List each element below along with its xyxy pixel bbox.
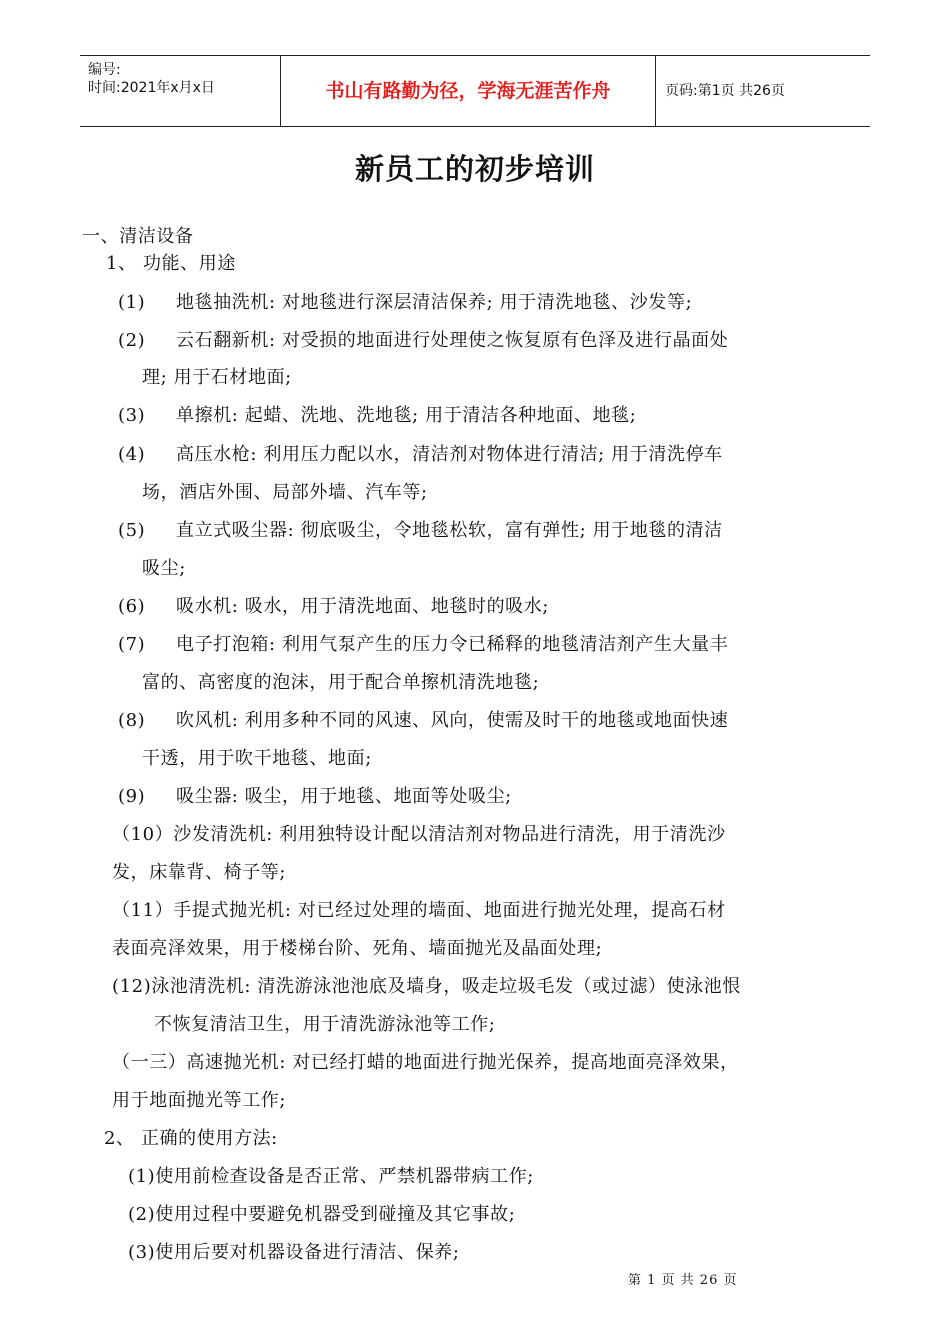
list-item xyxy=(118,516,723,542)
item-continuation: 理; 用于石材地面; xyxy=(142,367,292,388)
header-divider xyxy=(655,56,656,126)
header-divider xyxy=(280,56,281,126)
list-item: （11）手提式抛光机: 对已经过处理的墙面、地面进行抛光处理，提高石材 xyxy=(112,900,726,921)
page-footer: 第 1 页 共 26 页 xyxy=(628,1273,738,1288)
list-item xyxy=(118,440,723,466)
page-header xyxy=(80,55,870,127)
item-number: (3) xyxy=(118,405,146,426)
list-item: (2)使用过程中要避免机器受到碰撞及其它事故; xyxy=(128,1204,516,1225)
list-item xyxy=(118,326,728,352)
item-text: 电子打泡箱: 利用气泵产生的压力令已稀释的地毯清洁剂产生大量丰 xyxy=(176,634,729,655)
list-item: （10）沙发清洗机: 利用独特设计配以清洁剂对物品进行清洗，用于清洗沙 xyxy=(112,824,726,845)
list-item xyxy=(118,706,728,732)
list-item xyxy=(118,401,636,427)
list-item xyxy=(118,630,728,656)
item-number: (6) xyxy=(118,596,146,617)
list-item xyxy=(118,782,512,808)
document-time-label: 时间:2021年x月x日 xyxy=(88,80,215,96)
list-item: (1)使用前检查设备是否正常、严禁机器带病工作; xyxy=(128,1166,534,1187)
item-text: 直立式吸尘器: 彻底吸尘，令地毯松软，富有弹性; 用于地毯的清洁 xyxy=(176,520,723,541)
item-number: (8) xyxy=(118,710,146,731)
document-title: 新员工的初步培训 xyxy=(354,152,595,186)
item-number: (9) xyxy=(118,786,146,807)
item-text: 吸尘器: 吸尘，用于地毯、地面等处吸尘; xyxy=(176,786,512,807)
document-number-label: 编号: xyxy=(88,62,121,78)
list-item: (3)使用后要对机器设备进行清洁、保养; xyxy=(128,1242,460,1263)
item-number: (7) xyxy=(118,634,146,655)
list-item: (12)泳池清洗机: 清洗游泳池池底及墙身，吸走垃圾毛发（或过滤）使泳池恨 xyxy=(112,976,741,997)
list-item xyxy=(118,288,692,314)
header-motto: 书山有路勤为径，学海无涯苦作舟 xyxy=(325,80,611,102)
item-text: 吹风机: 利用多种不同的风速、风向，使需及时干的地毯或地面快速 xyxy=(176,710,729,731)
item-continuation: 表面亮泽效果，用于楼梯台阶、死角、墙面抛光及晶面处理; xyxy=(112,938,603,959)
item-text: 地毯抽洗机: 对地毯进行深层清洁保养; 用于清洗地毯、沙发等; xyxy=(176,292,693,313)
item-number: (4) xyxy=(118,444,146,465)
item-continuation: 干透，用于吹干地毯、地面; xyxy=(142,748,372,769)
subsection-heading: 1、 功能、用途 xyxy=(106,253,236,274)
item-continuation: 富的、高密度的泡沫，用于配合单擦机清洗地毯; xyxy=(142,672,540,693)
header-meta xyxy=(88,61,215,97)
item-number: (1) xyxy=(118,292,146,313)
subsection-heading: 2、 正确的使用方法: xyxy=(104,1128,278,1149)
item-text: 单擦机: 起蜡、洗地、洗地毯; 用于清洁各种地面、地毯; xyxy=(176,405,637,426)
item-number: (5) xyxy=(118,520,146,541)
list-item xyxy=(118,592,549,618)
item-continuation: 吸尘; xyxy=(142,558,186,579)
item-continuation: 发，床靠背、椅子等; xyxy=(112,862,287,883)
section-heading: 一、清洁设备 xyxy=(82,226,194,247)
item-number: (2) xyxy=(118,330,146,351)
list-item: （一三）高速抛光机: 对已经打蜡的地面进行抛光保养，提高地面亮泽效果， xyxy=(112,1052,739,1073)
item-continuation: 场，酒店外围、局部外墙、汽车等; xyxy=(142,482,428,503)
item-continuation: 不恢复清洁卫生，用于清洗游泳池等工作; xyxy=(154,1014,496,1035)
item-text: 高压水枪: 利用压力配以水，清洁剂对物体进行清洁; 用于清洗停车 xyxy=(176,444,723,465)
item-text: 云石翻新机: 对受损的地面进行处理使之恢复原有色泽及进行晶面处 xyxy=(176,330,729,351)
item-text: 吸水机: 吸水，用于清洗地面、地毯时的吸水; xyxy=(176,596,550,617)
item-continuation: 用于地面抛光等工作; xyxy=(112,1090,287,1111)
header-page-code: 页码:第1页 共26页 xyxy=(665,83,785,99)
